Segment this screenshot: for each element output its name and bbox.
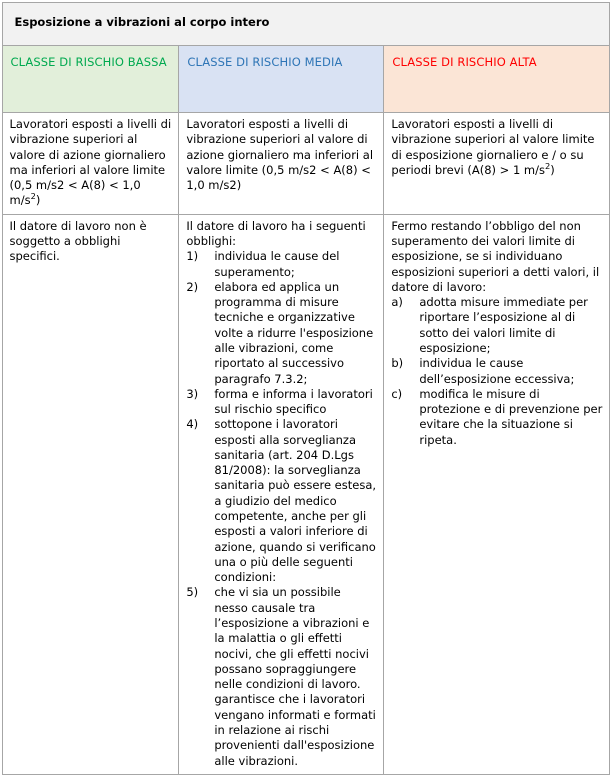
description-medium-text: Lavoratori esposti a livelli di vibrazione superiori al valore di azione giornaliero ma inferiori al valore limite (0,5 m/s2 < A(8) < 1,0 m/s2)	[186, 117, 374, 193]
list-item	[186, 387, 377, 418]
description-low	[2, 113, 179, 215]
obligations-low-text: Il datore di lavoro non è soggetto a obblighi specifici.	[9, 218, 147, 264]
list-item-marker: c)	[391, 386, 403, 401]
list-item-text: che vi sia un possibile nesso causale tra l’esposizione a vibrazioni e la malattia o gli effetti nocivi, che gli effetti nocivi possano sopraggiungere nelle condizioni di lavoro. garantisce che i lavoratori vengano informati e formati in relazione ai rischi provenienti dall'esposizione alle vibrazioni.	[214, 585, 376, 768]
list-item-marker: b)	[391, 356, 404, 371]
description-high-superscript: 2	[544, 161, 551, 172]
risk-classes-table	[2, 2, 610, 775]
obligations-high-lead: Fermo restando l’obbligo del non superamento dei valori limite di esposizione, se si individuano esposizioni superiori a detti valori, il datore di lavoro:	[391, 218, 600, 294]
list-item-text: elabora ed applica un programma di misure tecniche e organizzative volte a ridurre l'esposizione alle vibrazioni, come riportato al successivo paragrafo 7.3.2;	[214, 279, 374, 386]
obligations-high-list	[391, 295, 602, 448]
description-high-suffix: )	[550, 162, 555, 177]
list-item	[391, 356, 602, 387]
obligations-medium-lead: Il datore di lavoro ha i seguenti obblighi:	[186, 218, 366, 248]
header-risk-class-medium: CLASSE DI RISCHIO MEDIA	[179, 46, 384, 113]
list-item-marker: 5)	[186, 585, 199, 600]
list-item	[391, 295, 602, 356]
list-item-text: forma e informa i lavoratori sul rischio specifico	[214, 386, 373, 417]
description-high	[384, 113, 609, 215]
list-item-text: adotta misure immediate per riportare l’esposizione al di sotto dei valori limite di esposizione;	[419, 295, 588, 355]
table-obligations-row	[2, 214, 609, 774]
obligations-low	[2, 214, 179, 774]
obligations-high	[384, 214, 609, 774]
list-item-marker: a)	[391, 295, 403, 310]
description-medium	[179, 113, 384, 215]
list-item-text: modifica le misure di protezione e di prevenzione per evitare che la situazione si ripeta.	[419, 386, 603, 447]
list-item-marker: 2)	[186, 279, 199, 294]
list-item-text: sottopone i lavoratori esposti alla sorveglianza sanitaria (art. 204 D.Lgs 81/2008): la sorveglianza sanitaria può essere estesa, a giudizio del medico competente, anche per gli esposti a valori inferiore di azione, quando si verificano una o più delle seguenti condizioni:	[214, 417, 377, 585]
description-low-suffix: )	[35, 193, 41, 208]
list-item	[186, 249, 377, 280]
header-risk-class-low: CLASSE DI RISCHIO BASSA	[2, 46, 179, 113]
obligations-medium	[179, 214, 384, 774]
list-item-text: individua le cause dell’esposizione eccessiva;	[419, 356, 575, 386]
list-item	[186, 417, 377, 585]
header-risk-class-high: CLASSE DI RISCHIO ALTA	[384, 46, 609, 113]
description-high-text: Lavoratori esposti a livelli di vibrazione superiori al valore limite di esposizione giornaliero e / o su periodi brevi (A(8) > 1 m/s	[391, 117, 595, 177]
description-low-text: Lavoratori esposti a livelli di vibrazione superiori al valore di azione giornaliero ma inferiori al valore limite (0,5 m/s2 < A(8) < 1,0 m/s	[9, 117, 172, 208]
table-description-row	[2, 113, 609, 215]
list-item-text: individua le cause del superamento;	[214, 249, 340, 279]
table-header-row	[2, 46, 609, 113]
list-item	[186, 585, 377, 768]
obligations-medium-list	[186, 249, 377, 769]
table-title-row	[2, 3, 609, 46]
description-low-superscript: 2	[30, 191, 36, 202]
list-item	[391, 387, 602, 448]
list-item	[186, 280, 377, 387]
table-title: Esposizione a vibrazioni al corpo intero	[2, 3, 609, 46]
list-item-marker: 1)	[186, 249, 199, 264]
list-item-marker: 4)	[186, 417, 199, 432]
list-item-marker: 3)	[186, 386, 199, 401]
